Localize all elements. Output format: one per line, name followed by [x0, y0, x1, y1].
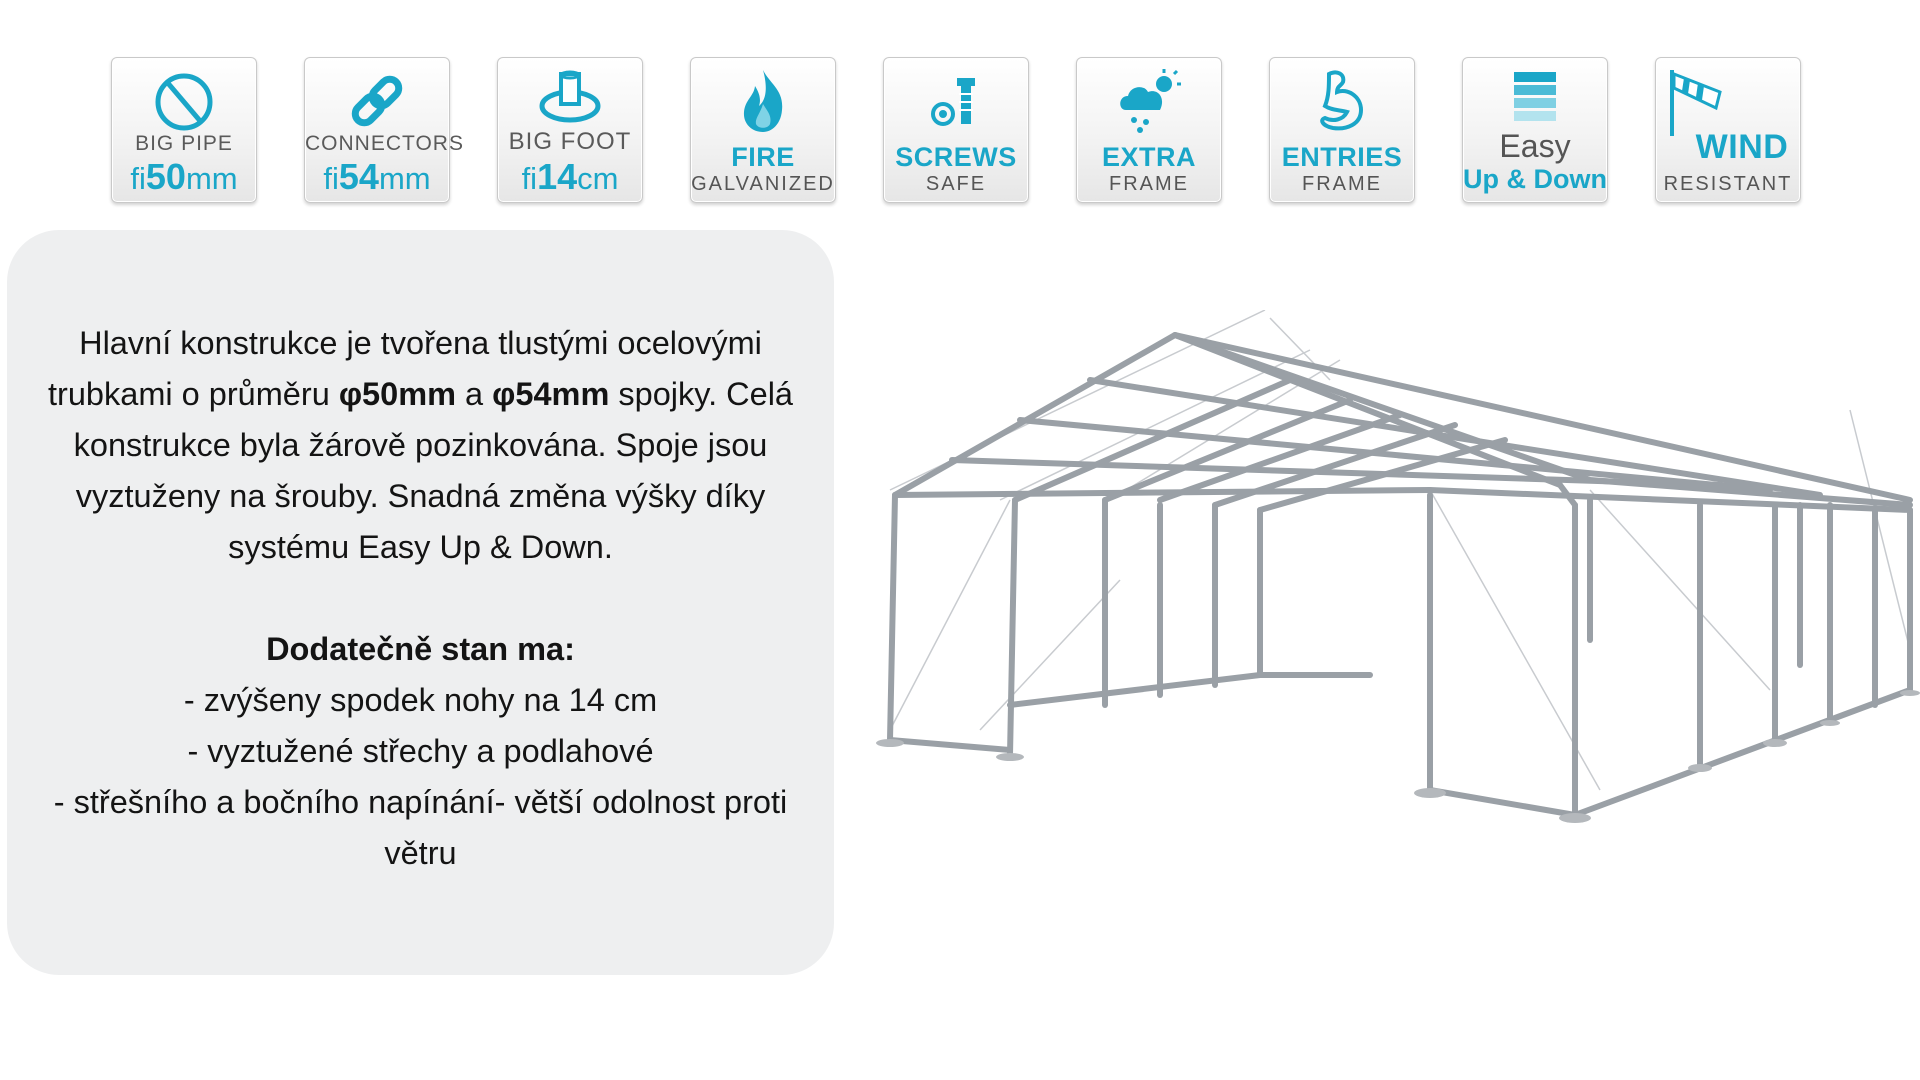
badge-label: Easy	[1499, 128, 1571, 164]
badge-sublabel: Up & Down	[1463, 164, 1607, 194]
tent-frame-image	[870, 310, 1920, 850]
feature-item: - vyztužené střechy a podlahové	[187, 733, 654, 769]
badge-value: fi14cm	[521, 156, 619, 197]
badge-value: fi54mm	[323, 156, 431, 197]
foot-plate-icon	[498, 66, 642, 136]
badge-big-foot	[497, 57, 643, 203]
chain-link-icon	[305, 66, 449, 136]
badge-entries-frame	[1269, 57, 1415, 203]
badge-fire	[690, 57, 836, 203]
badge-sublabel: GALVANIZED	[691, 173, 835, 195]
badge-connectors	[304, 57, 464, 203]
fire-icon	[691, 66, 835, 136]
screws-icon	[884, 66, 1028, 136]
feature-item: - střešního a bočního napínání- větší odolnost proti větru	[53, 784, 788, 871]
windsock-icon	[1656, 66, 1800, 136]
badge-label: BIG PIPE	[135, 132, 233, 155]
feature-badges	[111, 57, 1811, 207]
muscle-arm-icon	[1270, 66, 1414, 136]
weather-icon	[1077, 66, 1221, 136]
stack-icon	[1463, 66, 1607, 136]
description-text	[47, 318, 794, 879]
badge-big-pipe	[111, 57, 257, 203]
no-pipe-icon	[112, 66, 256, 136]
badge-sublabel: FRAME	[1109, 173, 1189, 195]
badge-wind-resistant	[1655, 57, 1801, 203]
badge-value: fi50mm	[130, 156, 238, 197]
badge-sublabel: RESISTANT	[1663, 173, 1793, 195]
badge-extra-frame	[1076, 57, 1222, 203]
badge-label: EXTRA	[1101, 142, 1196, 172]
badge-label: FIRE	[731, 142, 795, 172]
badge-sublabel: FRAME	[1302, 173, 1382, 195]
description-panel	[7, 230, 834, 975]
badge-label: BIG FOOT	[508, 128, 632, 155]
badge-label: CONNECTORS	[305, 132, 464, 155]
badge-screws	[883, 57, 1029, 203]
badge-sublabel: SAFE	[925, 173, 987, 195]
additional-features-title: Dodatečně stan ma:	[266, 631, 575, 667]
description-paragraph: Hlavní konstrukce je tvořena tlustými ocelovými trubkami o průměru φ50mm a φ54mm spojky. Celá konstrukce byla žárově pozinkována. Spoje jsou vyztuženy na šrouby. Snadná změna výšky díky systému Easy Up & Down.	[48, 325, 793, 565]
badge-easy-up-down	[1462, 57, 1608, 203]
feature-item: - zvýšeny spodek nohy na 14 cm	[183, 682, 658, 718]
badge-label: ENTRIES	[1281, 142, 1403, 172]
badge-label: SCREWS	[895, 142, 1017, 172]
badge-label: WIND	[1695, 128, 1789, 166]
